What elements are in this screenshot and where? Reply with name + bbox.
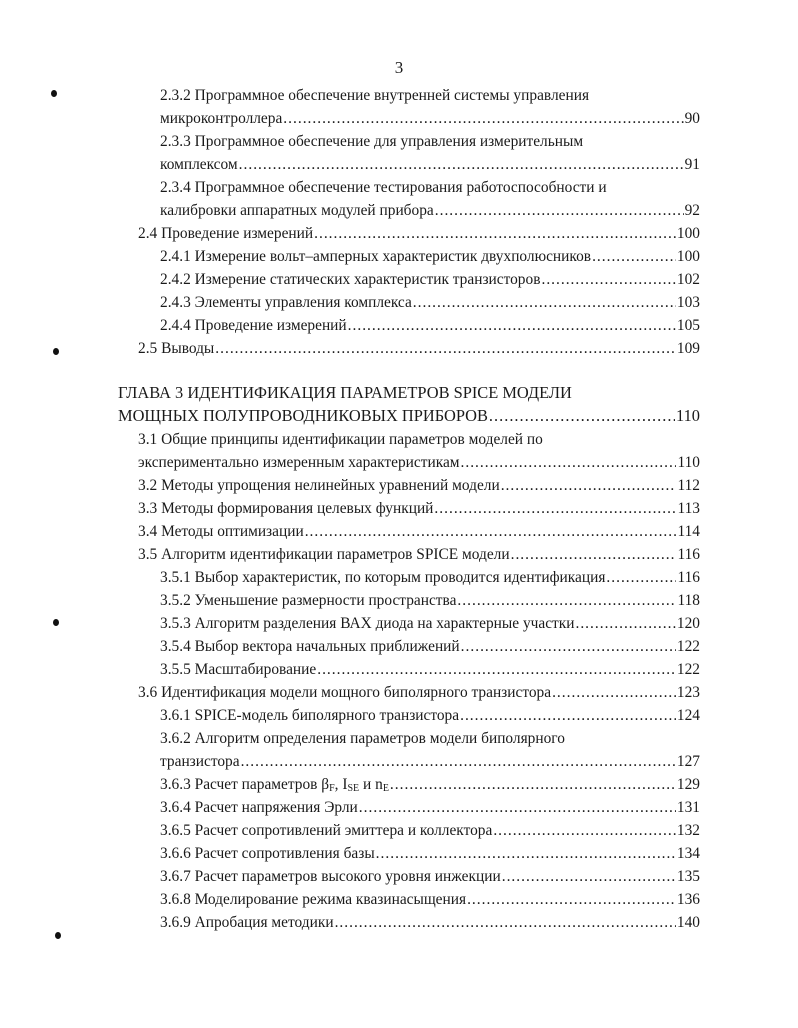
toc-page-number: 112 xyxy=(677,477,700,494)
punch-hole-mark xyxy=(51,90,57,97)
dot-leader xyxy=(511,543,677,566)
toc-entry xyxy=(160,635,700,658)
toc-entry-title: 3.6.1 SPICE-модель биполярного транзистора xyxy=(160,707,460,724)
toc-entry xyxy=(138,337,700,360)
toc-page-number: 90 xyxy=(684,110,700,127)
toc-entry xyxy=(160,245,700,268)
toc-page-number: 122 xyxy=(676,638,700,655)
toc-entry-title: 2.4.3 Элементы управления комплекса xyxy=(160,294,412,311)
dot-leader xyxy=(502,865,676,888)
toc-entry xyxy=(160,911,700,934)
dot-leader xyxy=(390,773,676,796)
toc-entry-title: 2.4.2 Измерение статических характеристик транзисторов xyxy=(160,271,541,288)
toc-entry-title: 2.4 Проведение измерений xyxy=(138,225,314,242)
toc-entry-title: 3.6.5 Расчет сопротивлений эмиттера и коллектора xyxy=(160,822,493,839)
toc-entry-title: 3.5.2 Уменьшение размерности пространства xyxy=(160,592,457,609)
toc-page-number: 114 xyxy=(677,523,700,540)
toc-entry xyxy=(160,566,700,589)
toc-page-number: 123 xyxy=(676,684,700,701)
toc-entry-title: МОЩНЫХ ПОЛУПРОВОДНИКОВЫХ ПРИБОРОВ xyxy=(118,406,488,425)
dot-leader xyxy=(283,107,683,130)
toc-page-number: 135 xyxy=(676,868,700,885)
toc-entry xyxy=(160,612,700,635)
punch-hole-mark xyxy=(53,348,59,355)
toc-entry-title: калибровки аппаратных модулей прибора xyxy=(160,202,434,219)
dot-leader xyxy=(467,888,676,911)
toc-entry-title: 2.3.4 Программное обеспечение тестирования работоспособности и xyxy=(160,179,607,196)
toc-page-number: 110 xyxy=(676,406,700,425)
toc-entry xyxy=(138,222,700,245)
toc-page-number: 92 xyxy=(684,202,700,219)
dot-leader xyxy=(239,153,684,176)
dot-leader xyxy=(314,222,676,245)
toc-entry xyxy=(138,681,700,704)
toc-page-number: 116 xyxy=(677,546,700,563)
dot-leader xyxy=(376,842,676,865)
toc-entry-title: 3.6.3 Расчет параметров $\beta_F$, $I_{SE}$ и $n_E$ xyxy=(160,776,389,794)
toc-entry xyxy=(160,658,700,681)
toc-entry-title: 3.3 Методы формирования целевых функций xyxy=(138,500,434,517)
toc-entry-title: 3.5.3 Алгоритм разделения ВАХ диода на характерные участки xyxy=(160,615,575,632)
dot-leader xyxy=(348,314,676,337)
dot-leader xyxy=(541,268,675,291)
toc-entry-title: 3.6.2 Алгоритм определения параметров модели биполярного xyxy=(160,730,565,747)
toc-entry-title: 2.3.3 Программное обеспечение для управления измерительным xyxy=(160,133,584,150)
toc-page-number: 131 xyxy=(676,799,700,816)
toc-entry-title: 3.6.7 Расчет параметров высокого уровня инжекции xyxy=(160,868,501,885)
toc-entry xyxy=(138,474,700,497)
dot-leader xyxy=(461,451,677,474)
dot-leader xyxy=(501,474,677,497)
toc-page-number: 127 xyxy=(676,753,700,770)
toc-page-number: 113 xyxy=(677,500,700,517)
toc-entry xyxy=(138,520,700,543)
dot-leader xyxy=(460,704,676,727)
toc-entry xyxy=(160,84,700,130)
toc-entry-title: 3.5.4 Выбор вектора начальных приближений xyxy=(160,638,460,655)
toc-page-number: 134 xyxy=(676,845,700,862)
toc-entry-title: 2.5 Выводы xyxy=(138,340,215,357)
toc-page-number: 105 xyxy=(676,317,700,334)
toc-entry-title: 3.4 Методы оптимизации xyxy=(138,523,304,540)
toc-page-number: 124 xyxy=(676,707,700,724)
dot-leader xyxy=(457,589,676,612)
toc-entry-title: 3.2 Методы упрощения нелинейных уравнений модели xyxy=(138,477,500,494)
toc-entry-title: 3.5 Алгоритм идентификации параметров SPICE модели xyxy=(138,546,510,563)
toc-page-number: 100 xyxy=(676,225,700,242)
toc-page-number: 118 xyxy=(677,592,700,609)
page-number: 3 xyxy=(394,58,404,77)
toc-entry-title: 3.1 Общие принципы идентификации параметров моделей по xyxy=(138,431,543,448)
toc-page-number: 116 xyxy=(677,569,700,586)
dot-leader xyxy=(575,612,675,635)
toc-page-number: 136 xyxy=(676,891,700,908)
toc-entry xyxy=(160,727,700,773)
dot-leader xyxy=(493,819,676,842)
toc-entry xyxy=(160,268,700,291)
toc-page-number: 102 xyxy=(676,271,700,288)
toc-page-number: 109 xyxy=(676,340,700,357)
toc-entry-title: транзистора xyxy=(160,753,240,770)
toc-entry-title: микроконтроллера xyxy=(160,110,283,127)
toc-entry xyxy=(160,842,700,865)
toc-entry-title: 3.6.6 Расчет сопротивления базы xyxy=(160,845,375,862)
toc-page-number: 120 xyxy=(676,615,700,632)
toc-entry-title: экспериментально измеренным характеристикам xyxy=(138,454,460,471)
toc-entry-title: 3.5.1 Выбор характеристик, по которым проводится идентификация xyxy=(160,569,606,586)
toc-entry-title: 3.6.4 Расчет напряжения Эрли xyxy=(160,799,358,816)
dot-leader xyxy=(305,520,677,543)
dot-leader xyxy=(241,750,676,773)
toc-page-number: 103 xyxy=(676,294,700,311)
toc-page-number: 91 xyxy=(684,156,700,173)
punch-hole-mark xyxy=(53,619,59,626)
dot-leader xyxy=(359,796,676,819)
dot-leader xyxy=(592,245,676,268)
toc-entry-title: 2.3.2 Программное обеспечение внутренней системы управления xyxy=(160,87,590,104)
dot-leader xyxy=(434,497,676,520)
toc-entry xyxy=(160,796,700,819)
toc-entry xyxy=(118,381,700,427)
toc-entry xyxy=(160,865,700,888)
toc-entry-title: 2.4.1 Измерение вольт–амперных характеристик двухполюсников xyxy=(160,248,592,265)
toc-entry-title: 3.5.5 Масштабирование xyxy=(160,661,317,678)
toc-page-number: 100 xyxy=(676,248,700,265)
dot-leader xyxy=(552,681,676,704)
dot-leader xyxy=(435,199,684,222)
dot-leader xyxy=(606,566,676,589)
dot-leader xyxy=(461,635,676,658)
toc-entry xyxy=(138,428,700,474)
toc-entry xyxy=(160,704,700,727)
dot-leader xyxy=(413,291,676,314)
toc-entry xyxy=(138,497,700,520)
toc-page-number: 122 xyxy=(676,661,700,678)
toc-page-number: 129 xyxy=(676,776,700,793)
toc-page-number: 110 xyxy=(677,454,700,471)
toc-entry xyxy=(160,291,700,314)
dot-leader xyxy=(317,658,676,681)
toc-page-number: 132 xyxy=(676,822,700,839)
punch-hole-mark xyxy=(55,932,61,939)
toc-entry xyxy=(160,589,700,612)
toc-entry-title: комплексом xyxy=(160,156,238,173)
toc-entry xyxy=(160,819,700,842)
toc-entry xyxy=(160,314,700,337)
dot-leader xyxy=(489,404,675,427)
toc-entry-title: 3.6.8 Моделирование режима квазинасыщения xyxy=(160,891,467,908)
toc-entry-title: 3.6 Идентификация модели мощного биполярного транзистора xyxy=(138,684,552,701)
toc-entry xyxy=(160,888,700,911)
toc-entry xyxy=(160,176,700,222)
toc-entry-title: ГЛАВА 3 ИДЕНТИФИКАЦИЯ ПАРАМЕТРОВ SPICE МОДЕЛИ xyxy=(118,383,572,402)
dot-leader xyxy=(215,337,676,360)
toc-page-number: 140 xyxy=(676,914,700,931)
dot-leader xyxy=(335,911,676,934)
toc-entry-title: 3.6.9 Апробация методики xyxy=(160,914,334,931)
toc-entry-title: 2.4.4 Проведение измерений xyxy=(160,317,347,334)
toc-entry xyxy=(160,130,700,176)
toc-entry xyxy=(138,543,700,566)
